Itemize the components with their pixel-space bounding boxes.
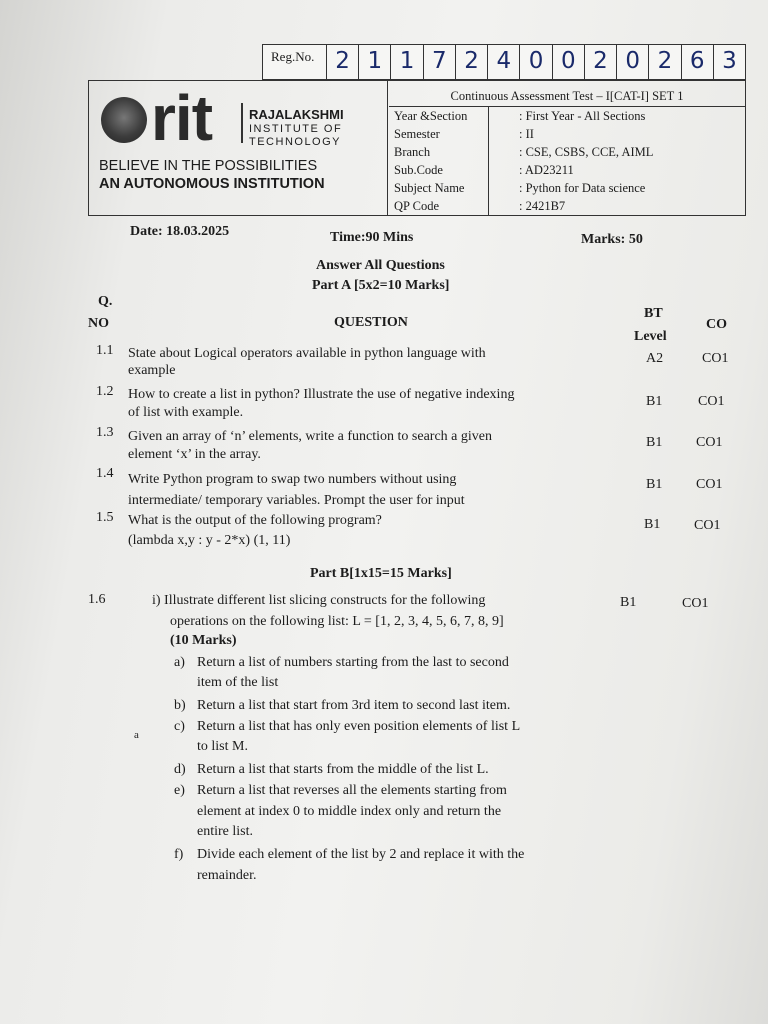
institute-status: AN AUTONOMOUS INSTITUTION (99, 176, 325, 192)
reg-digit-cell: 0 (520, 45, 552, 79)
col-bt-2: Level (634, 329, 667, 344)
exam-time: Time:90 Mins (330, 230, 414, 245)
bt-level: A2 (646, 351, 664, 366)
bt-level: B1 (620, 595, 637, 610)
item-line: Return a list that starts from the middle of the list L. (197, 762, 489, 777)
institute-tagline: BELIEVE IN THE POSSIBILITIES (99, 158, 318, 174)
item-line: Return a list that reverses all the elements starting from (197, 783, 507, 798)
tree-logo-icon (101, 97, 147, 143)
reg-digit-cell: 4 (488, 45, 520, 79)
col-bt-1: BT (644, 306, 663, 321)
question-line: i) Illustrate different list slicing constructs for the following (152, 593, 486, 608)
reg-digit-cell: 2 (456, 45, 488, 79)
item-line: remainder. (197, 868, 257, 883)
exam-header (88, 80, 746, 216)
instruction: Answer All Questions (316, 258, 445, 273)
info-key: Year &Section (394, 109, 468, 123)
item-line: item of the list (197, 675, 279, 690)
exam-date: Date: 18.03.2025 (130, 224, 230, 239)
reg-label: Reg.No. (263, 45, 327, 79)
reg-digit-cell: 7 (424, 45, 456, 79)
info-value: : II (519, 127, 534, 141)
sub-marker: a (134, 729, 139, 741)
col-question: QUESTION (334, 315, 408, 330)
info-value: : AD23211 (519, 163, 574, 177)
question-number: 1.4 (96, 466, 114, 481)
item-line: Return a list that has only even position elements of list L (197, 719, 521, 734)
institute-name-1: RAJALAKSHMI (249, 107, 344, 122)
info-key: QP Code (394, 199, 440, 213)
reg-digit-cell: 1 (359, 45, 391, 79)
item-line: entire list. (197, 824, 253, 839)
co-value: CO1 (696, 435, 723, 450)
item-label: e) (174, 783, 185, 798)
co-value: CO1 (682, 596, 709, 611)
reg-digit-cell: 6 (682, 45, 714, 79)
reg-digit-cell: 2 (327, 45, 359, 79)
reg-digit-cell: 0 (617, 45, 649, 79)
info-key: Subject Name (394, 181, 465, 195)
reg-digits (327, 45, 745, 79)
item-label: b) (174, 698, 186, 713)
exam-marks: Marks: 50 (581, 232, 643, 247)
col-qno-2: NO (88, 316, 109, 331)
exam-info-values (489, 106, 745, 216)
info-value: : Python for Data science (519, 181, 646, 195)
logo-divider (241, 103, 243, 143)
bt-level: B1 (646, 394, 663, 409)
question-line: operations on the following list: L = [1, 2, 3, 4, 5, 6, 7, 8, 9] (170, 614, 504, 629)
co-value: CO1 (694, 518, 721, 533)
bt-level: B1 (646, 477, 663, 492)
question-line: Given an array of ‘n’ elements, write a function to search a given (128, 429, 492, 444)
info-value: : First Year - All Sections (519, 109, 646, 123)
item-label: d) (174, 762, 186, 777)
co-value: CO1 (696, 477, 723, 492)
item-label: f) (174, 847, 184, 862)
item-line: Divide each element of the list by 2 and replace it with the (197, 847, 525, 862)
item-label: c) (174, 719, 185, 734)
info-value: : 2421B7 (519, 199, 566, 213)
reg-digit-cell: 1 (391, 45, 423, 79)
question-line: What is the output of the following program? (128, 513, 382, 528)
part-b-heading: Part B[1x15=15 Marks] (310, 566, 452, 581)
part-a-heading: Part A [5x2=10 Marks] (312, 278, 450, 293)
question-line: intermediate/ temporary variables. Prompt the user for input (128, 493, 465, 508)
question-line: example (128, 363, 176, 378)
question-line: How to create a list in python? Illustrate the use of negative indexing (128, 387, 515, 402)
item-line: element at index 0 to middle index only and return the (197, 804, 502, 819)
exam-info-keys (389, 106, 489, 215)
reg-digit-cell: 3 (722, 48, 737, 74)
institute-name-2: INSTITUTE OF (249, 123, 343, 135)
question-line: Write Python program to swap two numbers without using (128, 472, 457, 487)
info-key: Branch (394, 145, 431, 159)
institute-logo-block (89, 81, 388, 215)
reg-digit-cell: 2 (585, 45, 617, 79)
item-line: Return a list that start from 3rd item to second last item. (197, 698, 511, 713)
co-value: CO1 (698, 394, 725, 409)
exam-title: Continuous Assessment Test – I[CAT-I] SET 1 (450, 89, 684, 103)
bt-level: B1 (644, 517, 661, 532)
reg-number-box (262, 44, 746, 80)
question-number: 1.2 (96, 384, 114, 399)
question-marks: (10 Marks) (170, 633, 237, 648)
info-key: Sub.Code (394, 163, 443, 177)
col-qno-1: Q. (98, 294, 113, 309)
question-code: (lambda x,y : y - 2*x) (1, 11) (128, 533, 291, 548)
question-number: 1.6 (88, 592, 106, 607)
question-number: 1.5 (96, 510, 114, 525)
info-key: Semester (394, 127, 440, 141)
info-value: : CSE, CSBS, CCE, AIML (519, 145, 654, 159)
item-label: a) (174, 655, 185, 670)
item-line: Return a list of numbers starting from the last to second (197, 655, 509, 670)
reg-digit-cell: 0 (553, 45, 585, 79)
reg-digit-cell: 2 (649, 45, 681, 79)
question-number: 1.3 (96, 425, 114, 440)
question-line: element ‘x’ in the array. (128, 447, 261, 462)
logo-text: rit (151, 82, 212, 154)
question-line: of list with example. (128, 405, 244, 420)
item-line: to list M. (197, 739, 248, 754)
question-number: 1.1 (96, 343, 114, 358)
co-value: CO1 (702, 351, 729, 366)
bt-level: B1 (646, 435, 663, 450)
question-line: State about Logical operators available in python language with (128, 346, 486, 361)
col-co: CO (706, 317, 727, 332)
institute-name-3: TECHNOLOGY (249, 136, 342, 148)
